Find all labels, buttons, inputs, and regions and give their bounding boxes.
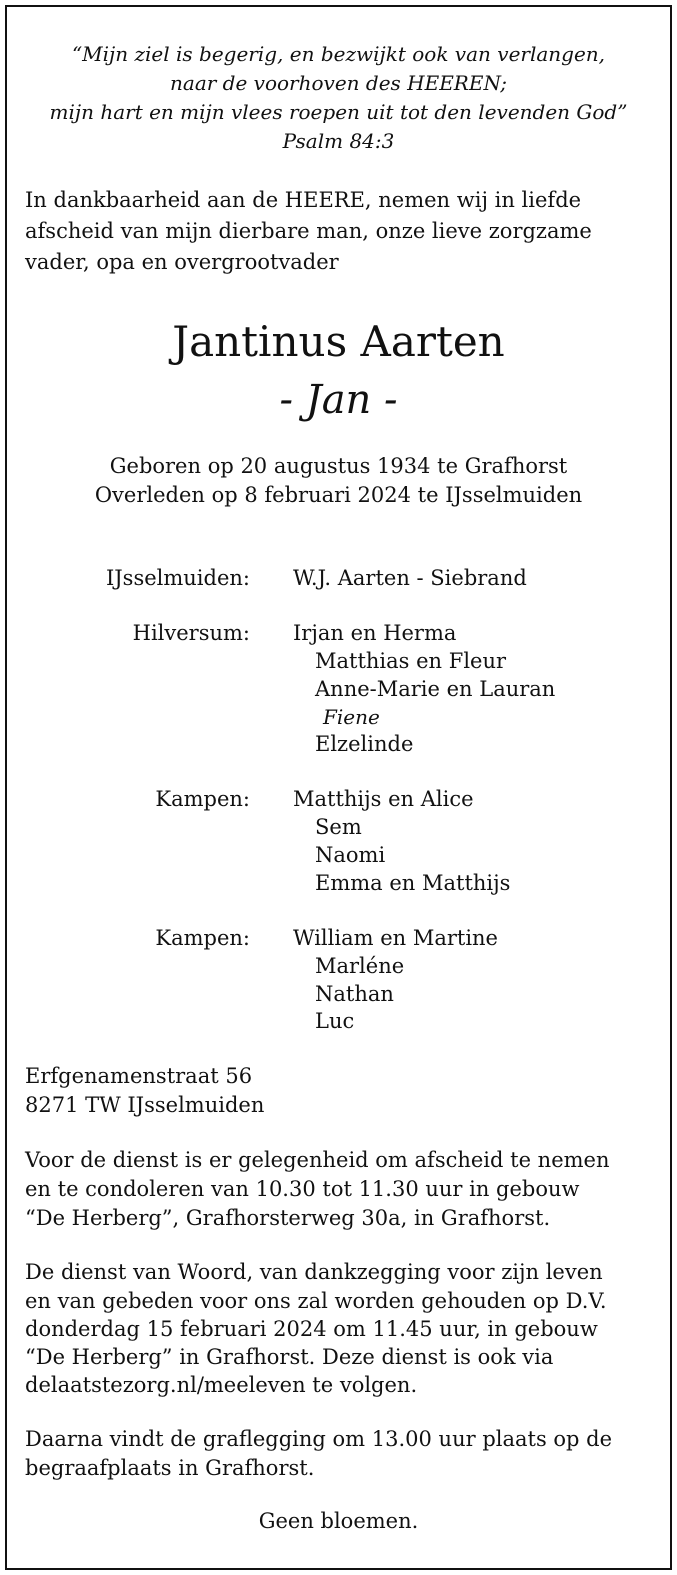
quote-line-1: “Mijn ziel is begerig, en bezwijkt ook van verlangen, (71, 42, 606, 66)
service-line-3: donderdag 15 februari 2024 om 11.45 uur, in gebouw (25, 1317, 598, 1341)
family-head: W.J. Aarten - Siebrand (293, 566, 527, 590)
quote-line-3: mijn hart en mijn vlees roepen uit tot den levenden God” (49, 100, 628, 124)
family-place: Hilversum: (132, 621, 250, 645)
birth-line: Geboren op 20 augustus 1934 te Grafhorst (109, 454, 568, 478)
address-street: Erfgenamenstraat 56 (25, 1064, 253, 1088)
address-city: 8271 TW IJsselmuiden (25, 1093, 265, 1117)
deceased-name: Jantinus Aarten (172, 317, 505, 366)
burial-line-2: begraafplaats in Grafhorst. (25, 1456, 315, 1480)
family-place: IJsselmuiden: (105, 566, 250, 590)
service-line-2: en van gebeden voor ons zal worden gehouden op D.V. (25, 1289, 607, 1313)
visitation-line-3: “De Herberg”, Grafhorsterweg 30a, in Grafhorst. (25, 1206, 551, 1230)
visitation-line-1: Voor de dienst is er gelegenheid om afscheid te nemen (25, 1148, 610, 1172)
service-line-4: “De Herberg” in Grafhorst. Deze dienst is ook via (25, 1345, 554, 1369)
great-grandchild: Fiene (323, 705, 380, 729)
visitation-line-2: en te condoleren van 10.30 tot 11.30 uur in gebouw (25, 1177, 580, 1201)
burial-line-1: Daarna vindt de graflegging om 13.00 uur plaats op de (25, 1427, 613, 1451)
grandchild: Anne-Marie en Lauran (315, 677, 556, 701)
service-line-1: De dienst van Woord, van dankzegging voor zijn leven (25, 1260, 603, 1284)
family-head: Irjan en Herma (293, 621, 457, 645)
service-line-5: delaatstezorg.nl/meeleven te volgen. (25, 1373, 418, 1397)
intro-line-1: In dankbaarheid aan de HEERE, nemen wij in liefde (25, 188, 582, 212)
grandchild: Sem (315, 815, 362, 839)
intro-line-2: afscheid van mijn dierbare man, onze lieve zorgzame (25, 219, 592, 243)
grandchild: Luc (315, 1009, 355, 1033)
family-head: Matthijs en Alice (293, 787, 474, 811)
family-head: William en Martine (293, 926, 498, 950)
intro-line-3: vader, opa en overgrootvader (25, 250, 339, 274)
death-line: Overleden op 8 februari 2024 te IJsselmuiden (94, 483, 583, 507)
grandchild: Naomi (315, 843, 386, 867)
family-place: Kampen: (155, 787, 250, 811)
family-place: Kampen: (155, 926, 250, 950)
grandchild: Marléne (315, 954, 405, 978)
grandchild: Matthias en Fleur (315, 649, 507, 673)
grandchild: Elzelinde (315, 732, 414, 756)
closing-note: Geen bloemen. (258, 1509, 419, 1533)
quote-line-2: naar de voorhoven des HEEREN; (170, 71, 507, 95)
quote-reference: Psalm 84:3 (282, 129, 395, 153)
grandchild: Nathan (315, 982, 394, 1006)
grandchild: Emma en Matthijs (315, 871, 511, 895)
obituary-card (5, 5, 672, 1570)
deceased-nickname: - Jan - (279, 377, 398, 423)
